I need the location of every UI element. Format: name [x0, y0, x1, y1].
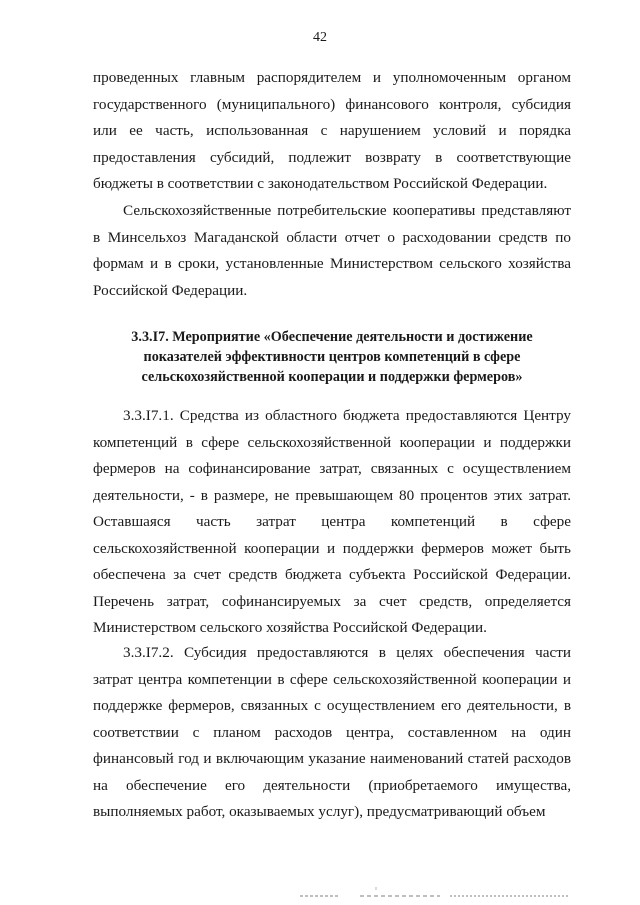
paragraph-cooperatives-report: Сельскохозяйственные потребительские кооперативы представляют в Минсельхоз Магаданской области отчет о расходовании средств по формам и в сроки, установленные Министерством сельского хозяйства Российской Федерации. — [93, 202, 571, 299]
section-heading: 3.3.I7. Мероприятие «Обеспечение деятельности и достижение показателей эффективности центров компетенций в сфере сельскохозяйственной кооперации и поддержки фермеров» — [131, 329, 533, 385]
page-number: 42 — [313, 30, 327, 45]
paragraph-3-3-i7-2: 3.3.I7.2. Субсидия предоставляются в целях обеспечения части затрат центра компетенции в сфере сельскохозяйственной кооперации и поддержке фермеров, связанных с осуществлением его деятельности, в соответствии с планом расходов центра, составленном на один финансовый год и включающим указание наименований статей расходов на обеспечение его деятельности (приобретаемого имущества, выполняемых работ, оказываемых услуг), предусматривающий объем — [93, 644, 571, 820]
paragraph-3-3-i7-1: 3.3.I7.1. Средства из областного бюджета предоставляются Центру компетенций в сфере сельскохозяйственной кооперации и поддержки фермеров на софинансирование затрат, связанных с осуществлением деятельности, - в размере, не превышающем 80 процентов этих затрат. Оставшаяся часть затрат центра компетенций в сфере сельскохозяйственной кооперации и поддержки фермеров может быть обеспечена за счет средств бюджета субъекта Российской Федерации. Перечень затрат, софинансируемых за счет средств, определяется Министерством сельского хозяйства Российской Федерации. — [93, 407, 571, 636]
scan-artifact-marks — [300, 886, 570, 898]
paragraph-continuation: проведенных главным распорядителем и уполномоченным органом государственного (муниципального) финансового контроля, субсидия или ее часть, использованная с нарушением условий и порядка предоставления субсидий, подлежит возврату в соответствующие бюджеты в соответствии с законодательством Российской Федерации. — [93, 69, 571, 192]
